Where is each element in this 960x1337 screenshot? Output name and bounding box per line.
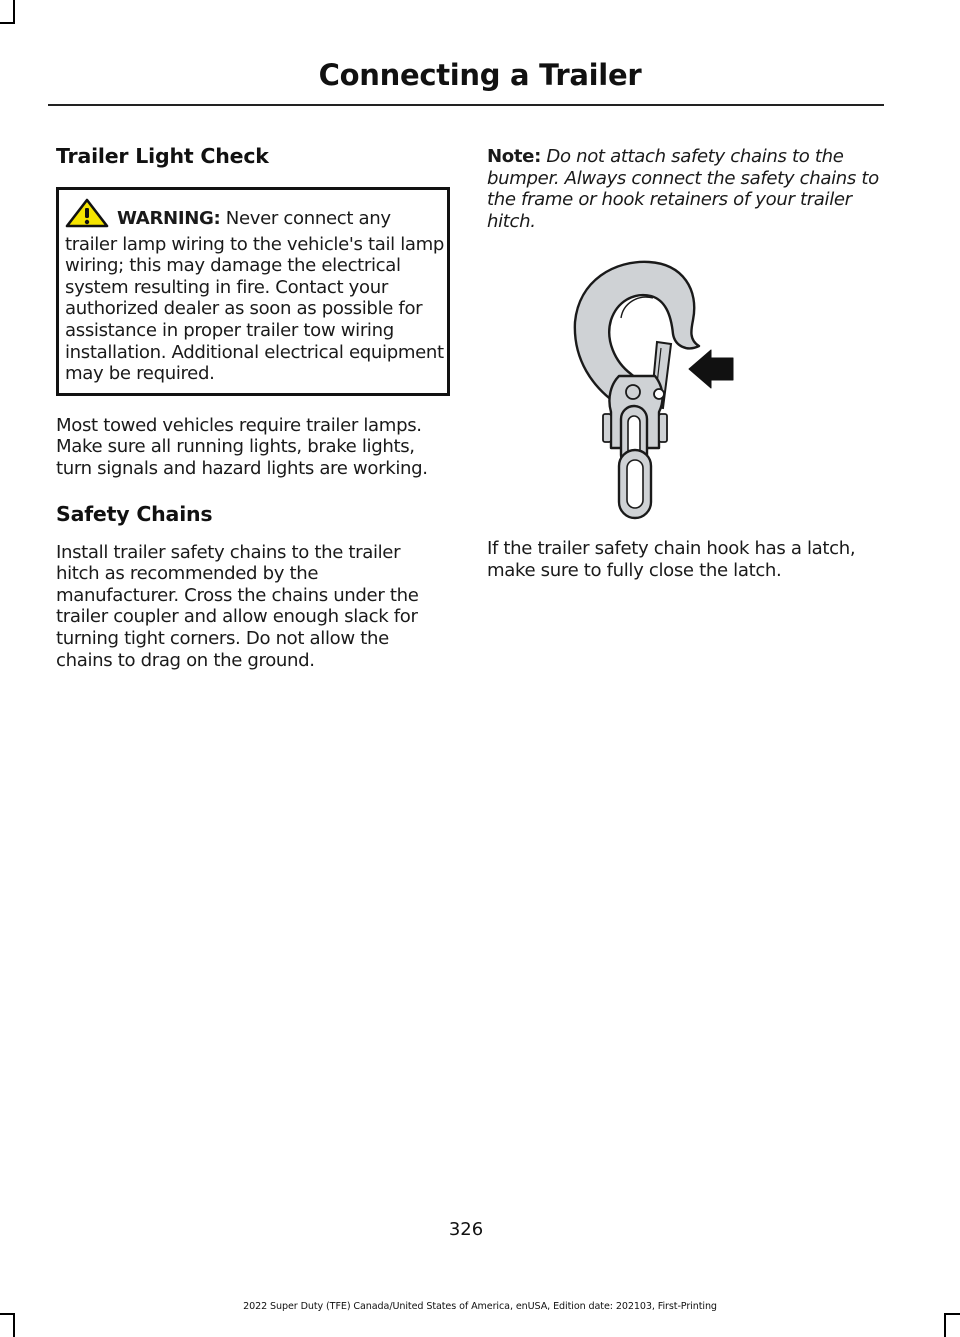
footer-edition: 2022 Super Duty (TFE) Canada/United States of America, enUSA, Edition date: 202103, First-Printing xyxy=(243,1301,717,1312)
safety-chains-heading: Safety Chains xyxy=(56,501,213,526)
header-rule xyxy=(48,104,884,106)
crop-mark xyxy=(13,1313,15,1337)
page-number: 326 xyxy=(448,1219,484,1240)
crop-mark xyxy=(944,1313,946,1337)
crop-mark xyxy=(0,22,14,24)
right-column xyxy=(487,146,885,582)
page-title: Connecting a Trailer xyxy=(318,58,642,92)
safety-chain-hook-illustration xyxy=(571,258,885,528)
left-column xyxy=(56,144,446,671)
safety-chains-paragraph: Install trailer safety chains to the trailer hitch as recommended by the manufacturer. Cross the chains under the trailer coupler and allow enough slack for turning tight corners. Do not allow the chains to drag on the ground. xyxy=(56,541,419,671)
trailer-light-check-heading: Trailer Light Check xyxy=(56,144,269,168)
warning-label: WARNING: xyxy=(117,208,221,229)
pointer-arrow-icon xyxy=(689,350,733,388)
crop-mark xyxy=(944,1313,960,1315)
note-label: Note: xyxy=(487,146,541,167)
warning-text: Never connect any trailer lamp wiring to the vehicle's tail lamp wiring; this may damage the electrical system resulting in fire. Contact your authorized dealer as soon as possible for assistance in proper trailer tow wiring installation. Additional electrical equipment may be required. xyxy=(65,208,445,385)
crop-mark xyxy=(0,1313,14,1315)
trailer-lamps-paragraph: Most towed vehicles require trailer lamps. Make sure all running lights, brake lights, turn signals and hazard lights are working. xyxy=(56,414,428,479)
note-paragraph xyxy=(487,146,885,232)
crop-mark xyxy=(13,0,15,24)
latch-paragraph: If the trailer safety chain hook has a latch, make sure to fully close the latch. xyxy=(487,538,856,581)
warning-box xyxy=(56,187,450,396)
warning-paragraph xyxy=(65,198,447,385)
warning-triangle-icon xyxy=(65,198,109,234)
note-text: Do not attach safety chains to the bumper. Always connect the safety chains to the frame or hook retainers of your trailer hitch. xyxy=(487,146,879,232)
